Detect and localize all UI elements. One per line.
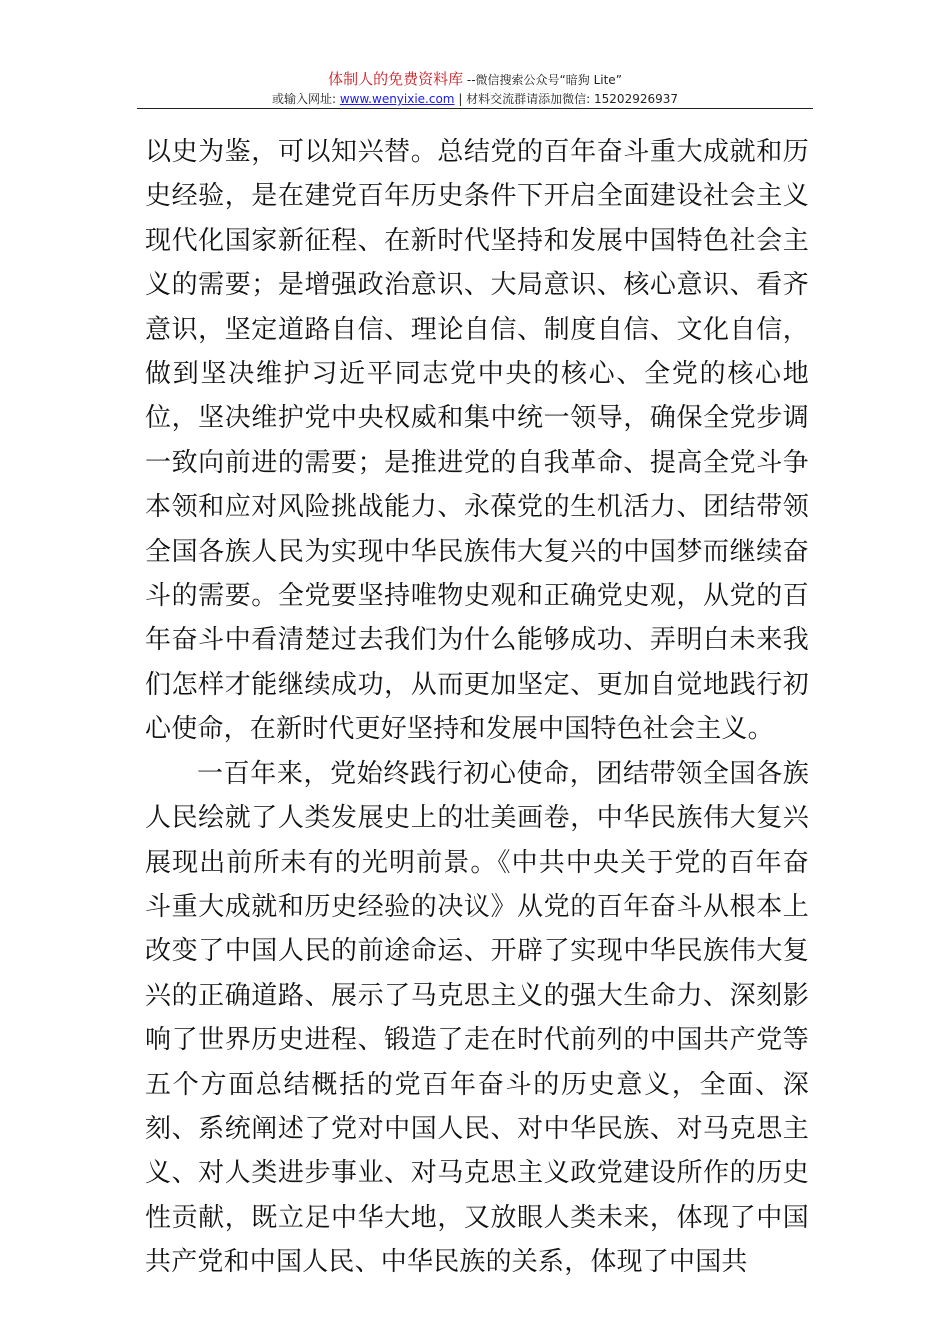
header-divider (137, 108, 813, 109)
header-title-line (137, 70, 813, 90)
document-header (137, 70, 813, 108)
website-link[interactable]: www.wenyixie.com (339, 92, 455, 106)
header-contact-suffix: | 材料交流群请添加微信: 15202926937 (454, 92, 679, 106)
brand-title: 体制人的免费资料库 (328, 70, 464, 88)
paragraph-1: 以史为鉴，可以知兴替。总结党的百年奋斗重大成就和历史经验，是在建党百年历史条件下开启全面建设社会主义现代化国家新征程、在新时代坚持和发展中国特色社会主义的需要；是增强政治意识、大局意识、核心意识、看齐意识，坚定道路自信、理论自信、制度自信、文化自信，做到坚决维护习近平同志党中央的核心、全党的核心地位，坚决维护党中央权威和集中统一领导，确保全党步调一致向前进的需要；是推进党的自我革命、提高全党斗争本领和应对风险挑战能力、永葆党的生机活力、团结带领全国各族人民为实现中华民族伟大复兴的中国梦而继续奋斗的需要。全党要坚持唯物史观和正确党史观，从党的百年奋斗中看清楚过去我们为什么能够成功、弄明白未来我们怎样才能继续成功，从而更加坚定、更加自觉地践行初心使命，在新时代更好坚持和发展中国特色社会主义。 (145, 137, 809, 745)
header-tagline: --微信搜索公众号“暗狗 Lite” (463, 73, 622, 87)
header-url-prefix: 或输入网址: (271, 92, 340, 106)
paragraph-2: 一百年来，党始终践行初心使命，团结带领全国各族人民绘就了人类发展史上的壮美画卷，中华民族伟大复兴展现出前所未有的光明前景。《中共中央关于党的百年奋斗重大成就和历史经验的决议》从党的百年奋斗从根本上改变了中国人民的前途命运、开辟了实现中华民族伟大复兴的正确道路、展示了马克思主义的强大生命力、深刻影响了世界历史进程、锻造了走在时代前列的中国共产党等五个方面总结概括的党百年奋斗的历史意义，全面、深刻、系统阐述了党对中国人民、对中华民族、对马克思主义、对人类进步事业、对马克思主义政党建设所作的历史性贡献，既立足中华大地，又放眼人类未来，体现了中国共产党和中国人民、中华民族的关系，体现了中国共 (145, 758, 809, 1278)
document-body (145, 130, 809, 1285)
header-contact-line (137, 90, 813, 108)
